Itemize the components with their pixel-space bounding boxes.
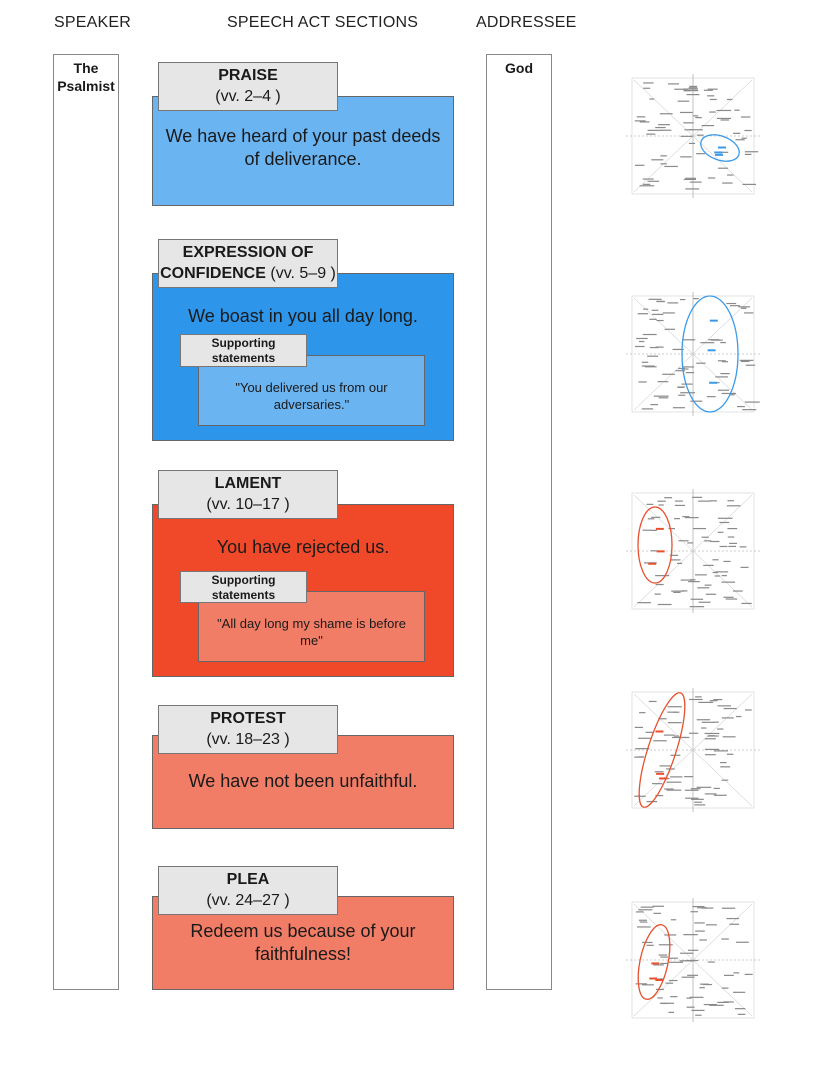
- praise-tab: [158, 62, 338, 111]
- lament-verses: (vv. 10–17 ): [206, 496, 290, 513]
- lament-tab: [158, 470, 338, 519]
- plea-tab: [158, 866, 338, 915]
- protest-verses: (vv. 18–23 ): [206, 731, 290, 748]
- protest-statement: We have not been unfaithful.: [188, 771, 418, 791]
- thumbnail-protest: [624, 686, 762, 814]
- confidence-support-box: "You delivered us from our adversaries.": [198, 355, 425, 426]
- praise-verses: (vv. 2–4 ): [215, 88, 281, 105]
- confidence-title-line1: EXPRESSION OF: [182, 244, 314, 261]
- addressee-column: [486, 54, 552, 990]
- confidence-support-label: Supporting statements: [180, 334, 307, 367]
- lament-support-label: Supporting statements: [180, 571, 307, 603]
- lament-title: LAMENT: [214, 475, 282, 492]
- plea-title: PLEA: [226, 871, 270, 888]
- addressee-header: ADDRESSEE: [476, 14, 577, 31]
- speaker-header: SPEAKER: [54, 14, 131, 31]
- plea-verses: (vv. 24–27 ): [206, 892, 290, 909]
- praise-title: PRAISE: [218, 67, 278, 84]
- thumbnail-plea: [624, 896, 762, 1024]
- confidence-statement: We boast in you all day long.: [188, 306, 418, 326]
- confidence-tab: [158, 239, 338, 288]
- protest-tab: [158, 705, 338, 754]
- speaker-label-line2: Psalmist: [57, 78, 115, 94]
- speaker-column: [53, 54, 119, 990]
- protest-title: PROTEST: [210, 710, 286, 727]
- plea-statement: Redeem us because of your faithfulness!: [190, 921, 416, 964]
- thumbnail-confidence: [624, 290, 762, 418]
- praise-statement: We have heard of your past deeds of deliverance.: [165, 126, 441, 169]
- speaker-label-line1: The: [73, 60, 99, 76]
- thumbnail-praise: [624, 72, 762, 200]
- lament-statement: You have rejected us.: [216, 537, 390, 557]
- speaker-label: [54, 55, 118, 95]
- confidence-title-line2: CONFIDENCE: [160, 265, 266, 282]
- confidence-verses: (vv. 5–9 ): [270, 265, 336, 282]
- sections-header: SPEECH ACT SECTIONS: [227, 14, 419, 31]
- lament-support-box: "All day long my shame is before me": [198, 591, 425, 662]
- thumbnail-lament: [624, 487, 762, 615]
- addressee-label: God: [505, 60, 533, 76]
